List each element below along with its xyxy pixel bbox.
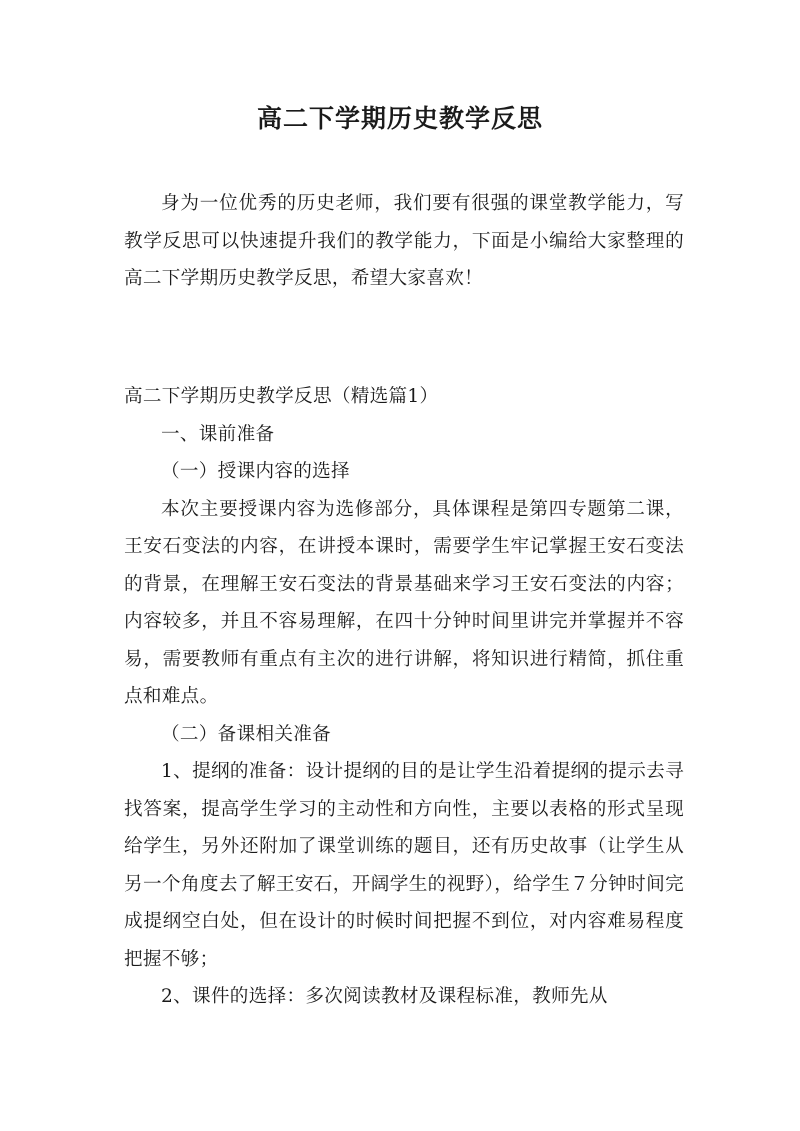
- paragraph-courseware-selection: 2、课件的选择：多次阅读教材及课程标准，教师先从: [161, 986, 608, 1007]
- subheading-lesson-prep: （二）备课相关准备: [161, 723, 332, 745]
- paragraph-content-selection: 本次主要授课内容为选修部分，具体课程是第四专题第二课，王安石变法的内容，在讲授本课时，需要学生牢记掌握王安石变法的背景，在理解王安石变法的背景基础来学习王安石变法的内容；内容较多，并且不容易理解，在四十分钟时间里讲完并掌握并不容易，需要教师有重点有主次的进行讲解，将知识进行精简，抓住重点和难点。: [124, 498, 684, 707]
- subheading-content-selection: （一）授课内容的选择: [161, 461, 350, 482]
- document-body: [124, 378, 684, 1016]
- document-title: 高二下学期历史教学反思: [256, 104, 543, 133]
- paragraph-outline-prep: 1、提纲的准备：设计提纲的目的是让学生沿着提纲的提示去寻找答案，提高学生学习的主动性和方向性，主要以表格的形式呈现给学生，另外还附加了课堂训练的题目，还有历史故事（让学生从另一个角度去了解王安石，开阔学生的视野），给学生７分钟时间完成提纲空白处，但在设计的时候时间把握不到位，对内容难易程度把握不够；: [124, 761, 684, 970]
- intro-paragraph: 身为一位优秀的历史老师，我们要有很强的课堂教学能力，写教学反思可以快速提升我们的教学能力，下面是小编给大家整理的高二下学期历史教学反思，希望大家喜欢！: [124, 193, 684, 289]
- section-heading: 高二下学期历史教学反思（精选篇1）: [124, 386, 439, 407]
- part-heading-preparation: 一、课前准备: [161, 423, 275, 445]
